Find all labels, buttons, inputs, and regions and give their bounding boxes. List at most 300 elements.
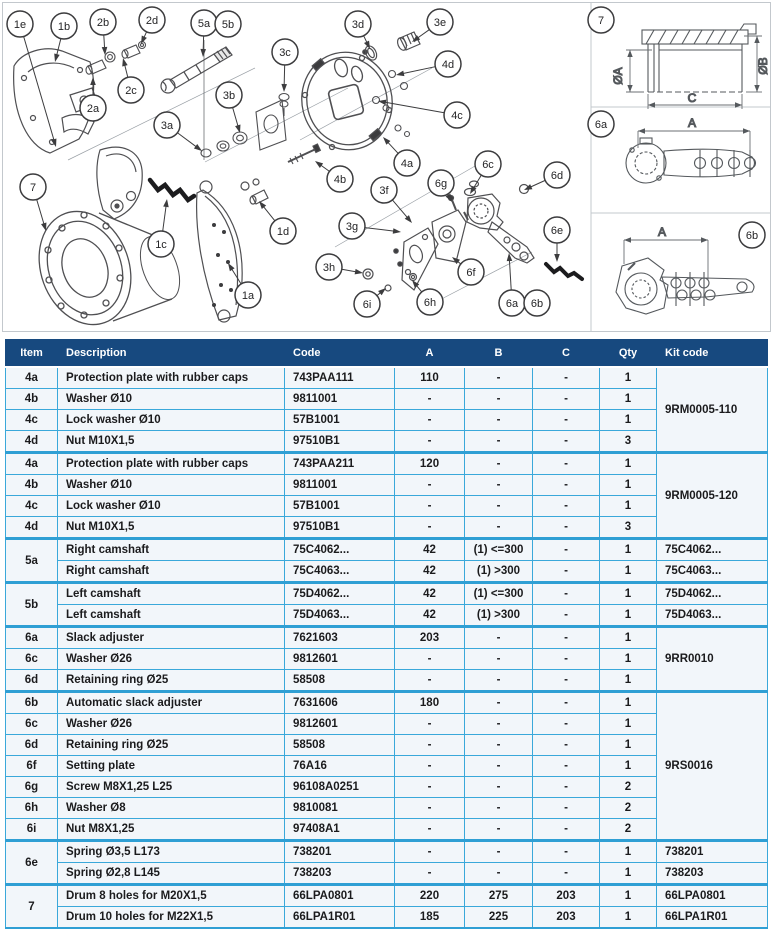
dim-b-cell: - [465,756,533,777]
table-row [6,496,768,517]
svg-text:7: 7 [597,15,605,27]
dim-b-cell: - [465,863,533,885]
code-cell: 96108A0251 [285,777,395,798]
balloon-3c [272,39,298,92]
balloon-3d [345,11,371,49]
code-cell: 66LPA0801 [285,885,395,907]
balloon-2b [90,9,116,55]
table-row [6,539,768,561]
dim-b-cell: - [465,496,533,517]
balloon-2c [118,58,144,103]
dim-c-cell: - [533,670,600,692]
svg-text:2b: 2b [96,17,110,29]
code-cell: 75D4062... [285,583,395,605]
dim-b-cell: - [465,798,533,819]
dim-a-cell: - [395,410,465,431]
balloon-6h [412,280,443,315]
table-row [6,431,768,453]
svg-text:7: 7 [29,182,37,194]
description-cell: Nut M8X1,25 [58,819,285,841]
dim-a-cell: 120 [395,453,465,475]
dim-a-cell: 42 [395,539,465,561]
dim-a-cell: - [395,670,465,692]
kit-code-cell: 66LPA1R01 [657,907,768,929]
svg-text:3b: 3b [222,90,236,102]
dim-a-cell: - [395,389,465,410]
parts-table-section [5,339,767,929]
item-cell: 6g [6,777,58,798]
inset-auto-slack-adjuster-drawing [616,225,754,314]
balloon-3a [154,112,202,151]
dim-c-cell: - [533,798,600,819]
dim-b-cell: - [465,389,533,410]
dim-b-cell: (1) <=300 [465,539,533,561]
balloon-6g [428,170,454,202]
table-row [6,605,768,627]
qty-cell: 1 [600,885,657,907]
table-row [6,841,768,863]
dim-c-cell: - [533,841,600,863]
column-header: Qty [600,340,657,368]
dim-a-cell: - [395,517,465,539]
dim-c-cell: - [533,583,600,605]
table-row [6,756,768,777]
svg-text:1e: 1e [13,19,27,31]
code-cell: 57B1001 [285,496,395,517]
qty-cell: 2 [600,777,657,798]
exploded-diagram-area [0,0,773,336]
item-cell: 6i [6,819,58,841]
balloon-6a [588,111,614,137]
table-row [6,907,768,929]
svg-text:1d: 1d [276,226,290,238]
dim-b-cell: 275 [465,885,533,907]
dim-b-cell: 225 [465,907,533,929]
dim-c-cell: - [533,819,600,841]
balloon-4b [315,161,353,192]
description-cell: Screw M8X1,25 L25 [58,777,285,798]
inset-dim-label-oa: ØA [611,67,625,85]
svg-text:6c: 6c [482,159,494,171]
dim-a-cell: - [395,649,465,670]
svg-text:2a: 2a [86,103,100,115]
description-cell: Automatic slack adjuster [58,692,285,714]
dim-b-cell: - [465,735,533,756]
qty-cell: 1 [600,367,657,389]
description-cell: Retaining ring Ø25 [58,735,285,756]
item-cell: 6h [6,798,58,819]
qty-cell: 1 [600,605,657,627]
qty-cell: 1 [600,539,657,561]
dim-a-cell: 42 [395,561,465,583]
dim-c-cell: - [533,453,600,475]
svg-text:1b: 1b [57,21,71,33]
qty-cell: 2 [600,798,657,819]
code-cell: 743PAA111 [285,367,395,389]
item-cell: 4b [6,389,58,410]
qty-cell: 1 [600,649,657,670]
balloon-7 [20,174,46,231]
balloon-6e [544,217,570,262]
column-header: B [465,340,533,368]
dim-b-cell: - [465,670,533,692]
qty-cell: 1 [600,863,657,885]
svg-text:1c: 1c [155,239,167,251]
balloon-1d [259,201,296,244]
code-cell: 9811001 [285,389,395,410]
item-cell: 4b [6,475,58,496]
dim-c-cell: - [533,561,600,583]
balloon-6b [739,222,765,248]
dim-c-cell: - [533,756,600,777]
description-cell: Washer Ø8 [58,798,285,819]
dim-a-cell: - [395,475,465,496]
description-cell: Spring Ø2,8 L145 [58,863,285,885]
qty-cell: 1 [600,561,657,583]
callout-balloons [7,7,765,317]
dim-c-cell: - [533,627,600,649]
description-cell: Drum 10 holes for M22X1,5 [58,907,285,929]
inset-dim-label-a: A [687,116,697,130]
dim-c-cell: - [533,605,600,627]
kit-code-cell: 66LPA0801 [657,885,768,907]
dim-b-cell: - [465,649,533,670]
balloon-6b [524,290,550,316]
code-cell: 743PAA211 [285,453,395,475]
dim-c-cell: - [533,517,600,539]
qty-cell: 1 [600,670,657,692]
table-row [6,885,768,907]
qty-cell: 1 [600,714,657,735]
svg-text:2c: 2c [125,85,137,97]
balloon-1c [148,199,174,257]
table-row [6,819,768,841]
item-cell: 5b [6,583,58,627]
qty-cell: 1 [600,410,657,431]
qty-cell: 1 [600,496,657,517]
item-cell: 4a [6,453,58,475]
code-cell: 75D4063... [285,605,395,627]
svg-text:6a: 6a [505,298,519,310]
dim-a-cell: 203 [395,627,465,649]
code-cell: 58508 [285,735,395,756]
dim-b-cell: - [465,431,533,453]
svg-text:6b: 6b [530,298,544,310]
parts-table-header [6,340,768,368]
balloon-1a [228,263,261,308]
qty-cell: 1 [600,907,657,929]
camshaft-bracket-drawing [363,196,468,292]
description-cell: Protection plate with rubber caps [58,453,285,475]
balloon-5a [191,10,217,57]
svg-text:3d: 3d [351,19,365,31]
dim-a-cell: 110 [395,367,465,389]
svg-text:6a: 6a [594,119,608,131]
dim-a-cell: 185 [395,907,465,929]
dim-c-cell: - [533,475,600,496]
balloon-2a [80,77,106,121]
code-cell: 97510B1 [285,431,395,453]
dim-b-cell: - [465,410,533,431]
balloon-3e [412,9,453,42]
dim-b-cell: (1) <=300 [465,583,533,605]
table-row [6,517,768,539]
item-cell: 4a [6,367,58,389]
column-header: Kit code [657,340,768,368]
svg-text:5b: 5b [221,19,235,31]
dim-c-cell: - [533,496,600,517]
inset-dim-label-c: C [687,91,697,105]
svg-text:6b: 6b [745,230,759,242]
balloon-6f [452,257,484,285]
code-cell: 76A16 [285,756,395,777]
brake-drum-drawing [24,198,187,336]
return-spring-drawing [150,180,194,200]
inset-drum-section-drawing [611,24,770,109]
dim-c-cell: - [533,714,600,735]
table-row [6,561,768,583]
kit-code-cell: 9RM0005-120 [657,453,768,539]
column-header: A [395,340,465,368]
dim-a-cell: 220 [395,885,465,907]
code-cell: 58508 [285,670,395,692]
table-row [6,777,768,798]
item-cell: 4d [6,517,58,539]
svg-text:3g: 3g [345,221,359,233]
qty-cell: 3 [600,517,657,539]
kit-code-cell: 9RM0005-110 [657,367,768,453]
svg-text:3a: 3a [160,120,174,132]
kit-code-cell: 75D4062... [657,583,768,605]
description-cell: Slack adjuster [58,627,285,649]
code-cell: 9812601 [285,714,395,735]
description-cell: Nut M10X1,5 [58,431,285,453]
slack-adjuster-drawing [465,181,535,263]
dim-a-cell: - [395,756,465,777]
table-row [6,410,768,431]
table-row [6,627,768,649]
dim-a-cell: - [395,819,465,841]
inset-dim-label-ob: ØB [756,57,770,75]
dim-b-cell: (1) >300 [465,561,533,583]
dim-b-cell: - [465,475,533,496]
description-cell: Setting plate [58,756,285,777]
item-cell: 6e [6,841,58,885]
dim-c-cell: - [533,539,600,561]
svg-text:6h: 6h [423,297,437,309]
parts-table [5,339,768,929]
balloon-6c [470,151,501,194]
qty-cell: 1 [600,627,657,649]
dim-b-cell: - [465,692,533,714]
column-header: Code [285,340,395,368]
code-cell: 97510B1 [285,517,395,539]
dim-a-cell: - [395,863,465,885]
svg-text:2d: 2d [145,15,159,27]
dim-c-cell: - [533,367,600,389]
dim-b-cell: (1) >300 [465,605,533,627]
svg-text:6d: 6d [550,170,564,182]
qty-cell: 1 [600,583,657,605]
svg-text:4b: 4b [333,174,347,186]
table-row [6,735,768,756]
anchor-pin-hardware-drawing [86,42,146,75]
table-row [6,798,768,819]
item-cell: 6d [6,735,58,756]
code-cell: 738203 [285,863,395,885]
description-cell: Washer Ø26 [58,649,285,670]
dim-b-cell: - [465,714,533,735]
description-cell: Lock washer Ø10 [58,410,285,431]
balloon-4d [396,51,461,77]
code-cell: 9812601 [285,649,395,670]
svg-text:4a: 4a [400,158,414,170]
inset-slack-adjuster-drawing [626,116,756,183]
table-row [6,583,768,605]
balloon-6i [354,288,386,317]
item-cell: 6c [6,714,58,735]
code-cell: 7621603 [285,627,395,649]
dim-c-cell: - [533,410,600,431]
dim-b-cell: - [465,627,533,649]
description-cell: Right camshaft [58,561,285,583]
qty-cell: 3 [600,431,657,453]
code-cell: 738201 [285,841,395,863]
column-header: Item [6,340,58,368]
svg-text:4d: 4d [441,59,455,71]
qty-cell: 1 [600,756,657,777]
dim-b-cell: - [465,453,533,475]
balloon-1b [51,13,77,62]
kit-code-cell: 75D4063... [657,605,768,627]
exploded-diagram [0,0,773,336]
table-row [6,670,768,692]
balloon-5b [215,11,241,37]
dim-c-cell: - [533,692,600,714]
dim-a-cell: - [395,735,465,756]
balloon-2d [139,7,165,44]
item-cell: 4c [6,410,58,431]
code-cell: 57B1001 [285,410,395,431]
qty-cell: 2 [600,819,657,841]
table-row [6,649,768,670]
qty-cell: 1 [600,692,657,714]
code-cell: 7631606 [285,692,395,714]
dim-c-cell: 203 [533,885,600,907]
column-header: C [533,340,600,368]
svg-text:3f: 3f [379,185,389,197]
svg-text:6e: 6e [550,225,564,237]
svg-text:3h: 3h [322,262,336,274]
item-cell: 6b [6,692,58,714]
dim-c-cell: - [533,735,600,756]
kit-code-cell: 738203 [657,863,768,885]
item-cell: 4c [6,496,58,517]
dim-a-cell: - [395,431,465,453]
kit-code-cell: 9RR0010 [657,627,768,692]
item-cell: 7 [6,885,58,929]
description-cell: Right camshaft [58,539,285,561]
code-cell: 9810081 [285,798,395,819]
svg-text:6i: 6i [362,299,372,311]
code-cell: 9811001 [285,475,395,496]
svg-text:1a: 1a [241,290,255,302]
header-row [6,340,768,368]
code-cell: 97408A1 [285,819,395,841]
svg-text:3c: 3c [279,47,291,59]
balloon-3f [371,177,412,223]
svg-text:6f: 6f [466,267,476,279]
description-cell: Washer Ø10 [58,475,285,496]
dim-a-cell: - [395,798,465,819]
balloon-3h [316,254,363,280]
code-cell: 75C4062... [285,539,395,561]
dim-a-cell: 42 [395,605,465,627]
description-cell: Protection plate with rubber caps [58,367,285,389]
table-row [6,714,768,735]
dim-b-cell: - [465,819,533,841]
inset-dim-label-a-auto: A [657,225,667,239]
table-row [6,389,768,410]
code-cell: 66LPA1R01 [285,907,395,929]
dim-c-cell: - [533,431,600,453]
dim-a-cell: - [395,496,465,517]
column-header: Description [58,340,285,368]
svg-text:5a: 5a [197,18,211,30]
svg-text:6g: 6g [434,178,448,190]
qty-cell: 1 [600,841,657,863]
qty-cell: 1 [600,475,657,496]
item-cell: 6f [6,756,58,777]
svg-text:3e: 3e [433,17,447,29]
dim-a-cell: - [395,714,465,735]
balloon-3g [339,213,401,239]
table-row [6,453,768,475]
dim-b-cell: - [465,517,533,539]
code-cell: 75C4063... [285,561,395,583]
item-cell: 6c [6,649,58,670]
description-cell: Spring Ø3,5 L173 [58,841,285,863]
brake-shoe-upper-drawing [97,147,142,219]
balloon-7 [588,7,614,33]
dim-c-cell: - [533,863,600,885]
description-cell: Washer Ø26 [58,714,285,735]
item-cell: 6a [6,627,58,649]
dim-c-cell: - [533,649,600,670]
dim-c-cell: - [533,389,600,410]
dim-a-cell: 180 [395,692,465,714]
description-cell: Left camshaft [58,605,285,627]
seal-cap-drawing [363,32,420,62]
balloon-1e [7,11,56,147]
dim-a-cell: - [395,841,465,863]
description-cell: Lock washer Ø10 [58,496,285,517]
qty-cell: 1 [600,389,657,410]
dim-b-cell: - [465,367,533,389]
dim-c-cell: - [533,777,600,798]
qty-cell: 1 [600,735,657,756]
balloon-4a [383,137,420,176]
item-cell: 5a [6,539,58,583]
table-row [6,367,768,389]
description-cell: Drum 8 holes for M20X1,5 [58,885,285,907]
description-cell: Nut M10X1,5 [58,517,285,539]
parts-table-body [6,367,768,929]
dim-c-cell: 203 [533,907,600,929]
description-cell: Retaining ring Ø25 [58,670,285,692]
qty-cell: 1 [600,453,657,475]
item-cell: 6d [6,670,58,692]
